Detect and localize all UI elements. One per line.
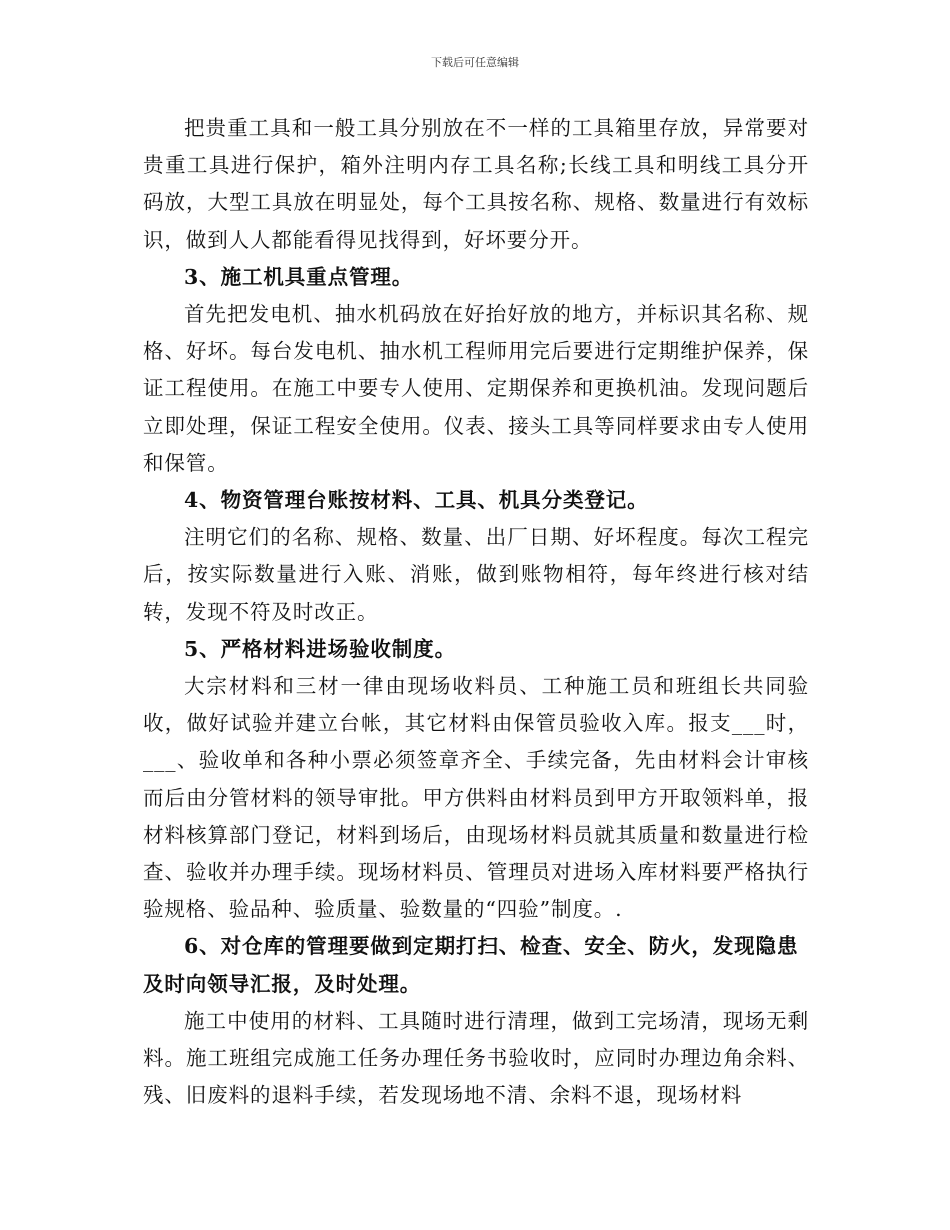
paragraph-ledger-registration: 注明它们的名称、规格、数量、出厂日期、好坏程度。每次工程完后，按实际数量进行入账、消账，做到账物相符，每年终进行核对结转，发现不符及时改正。 — [143, 525, 809, 624]
heading-machinery-management: 3、施工机具重点管理。 — [184, 264, 414, 289]
paragraph-machinery-management: 首先把发电机、抽水机码放在好抬好放的地方，并标识其名称、规格、好坏。每台发电机、抽水机工程师用完后要进行定期维护保养，保证工程使用。在施工中要专人使用、定期保养和更换机油。发现问题后立即处理，保证工程安全使用。仪表、接头工具等同样要求由专人使用和保管。 — [143, 302, 809, 475]
paragraph-site-cleanup: 施工中使用的材料、工具随时进行清理，做到工完场清，现场无剩料。施工班组完成施工任务办理任务书验收时，应同时办理边角余料、残、旧废料的退料手续，若发现场地不清、余料不退，现场材料 — [143, 1008, 809, 1108]
heading-ledger-registration: 4、物资管理台账按材料、工具、机具分类登记。 — [184, 488, 649, 513]
document-body — [143, 110, 809, 1114]
paragraph-material-acceptance: 大宗材料和三材一律由现场收料员、工种施工员和班组长共同验收，做好试验并建立台帐，其它材料由保管员验收入库。报支___时，___、验收单和各种小票必须签章齐全、手续完备，先由材料会计审核而后由分管材料的领导审批。甲方供料由材料员到甲方开取领料单，报材料核算部门登记，材料到场后，由现场材料员就其质量和数量进行检查、验收并办理手续。现场材料员、管理员对进场入库材料要严格执行验规格、验品种、验质量、验数量的“四验”制度。. — [143, 674, 809, 922]
heading-material-acceptance: 5、严格材料进场验收制度。 — [184, 636, 456, 661]
paragraph-tool-storage: 把贵重工具和一般工具分别放在不一样的工具箱里存放，异常要对贵重工具进行保护，箱外注明内存工具名称;长线工具和明线工具分开码放，大型工具放在明显处，每个工具按名称、规格、数量进行有效标识，做到人人都能看得见找得到，好坏要分开。 — [143, 116, 809, 252]
page-header: 下载后可任意编辑 — [431, 56, 519, 69]
heading-warehouse-management: 6、对仓库的管理要做到定期打扫、检查、安全、防火，发现隐患及时向领导汇报，及时处理。 — [143, 934, 799, 996]
